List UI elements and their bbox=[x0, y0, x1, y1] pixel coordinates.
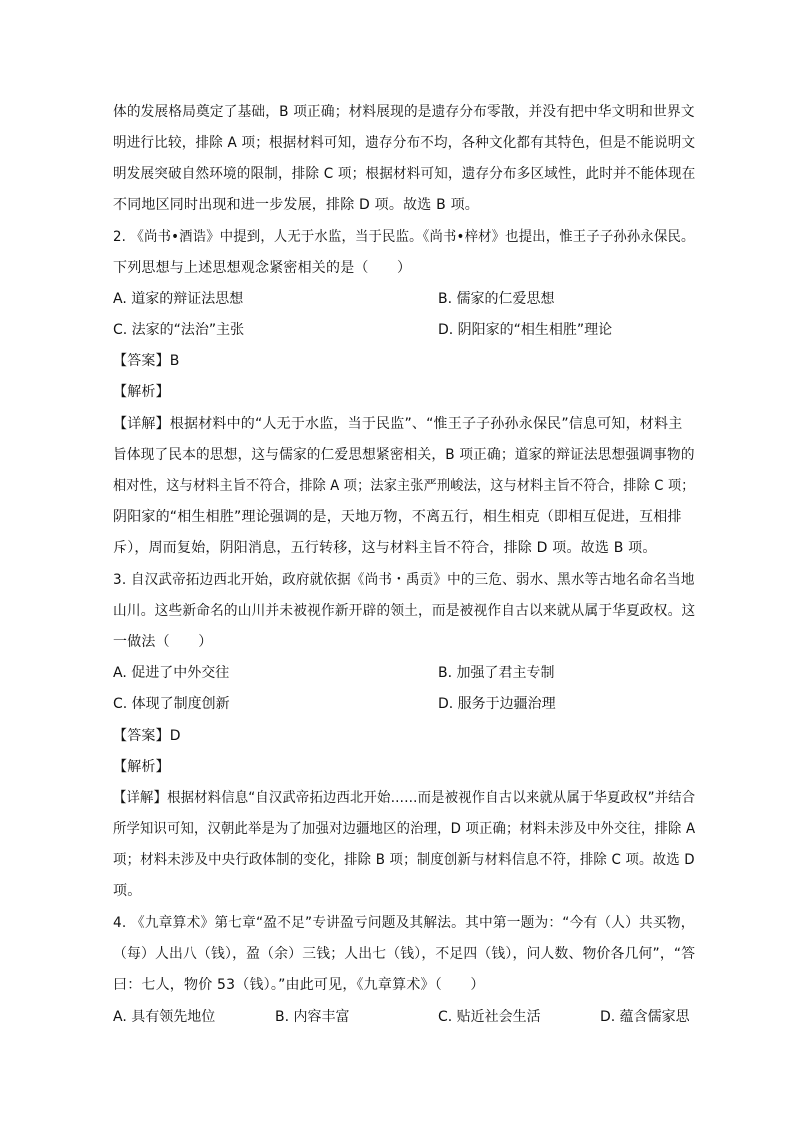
q2-detail-line-4: 阴阳家的“相生相胜”理论强调的是，天地万物，不离五行，相生相克（即相互促进，互相排 bbox=[113, 509, 682, 525]
q2-detail-line-2: 旨体现了民本的思想，这与儒家的仁爱思想紧密相关，B 项正确；道家的辩证法思想强调事物的 bbox=[113, 447, 695, 463]
q3-option-c: C. 体现了制度创新 bbox=[113, 696, 230, 712]
q2-stem-line-2: 下列思想与上述思想观念紧密相关的是（ ） bbox=[113, 260, 412, 276]
q2-option-a: A. 道家的辩证法思想 bbox=[113, 291, 244, 307]
q3-option-d: D. 服务于边疆治理 bbox=[438, 696, 556, 712]
intro-line-2: 明进行比较，排除 A 项；根据材料可知，遗存分布不均，各种文化都有其特色，但是不能说明文 bbox=[113, 135, 696, 151]
intro-line-3: 明发展突破自然环境的限制，排除 C 项；根据材料可知，遗存分布多区域性，此时并不能体现在 bbox=[113, 166, 696, 182]
q3-answer: 【答案】D bbox=[113, 728, 181, 744]
q3-option-b: B. 加强了君主专制 bbox=[438, 665, 555, 681]
q4-stem-line-2: （每）人出八（钱），盈（余）三钱；人出七（钱），不足四（钱），问人数、物价各几何”，“答 bbox=[113, 946, 696, 962]
q3-detail-line-3: 项；材料未涉及中央行政体制的变化，排除 B 项；制度创新与材料信息不符，排除 C 项。故选 D bbox=[113, 852, 695, 868]
q2-option-c: C. 法家的“法治”主张 bbox=[113, 322, 245, 338]
q4-option-a: A. 具有领先地位 bbox=[113, 1009, 216, 1025]
q2-answer: 【答案】B bbox=[113, 353, 180, 369]
q2-option-d: D. 阴阳家的“相生相胜”理论 bbox=[438, 322, 613, 338]
q4-stem-line-3: 曰：七人，物价 53（钱）。”由此可见，《九章算术》（ ） bbox=[113, 977, 485, 993]
q3-stem-line-1: 3. 自汉武帝拓边西北开始，政府就依据《尚书・禹贡》中的三危、弱水、黑水等古地名命名当地 bbox=[113, 572, 695, 588]
intro-line-4: 不同地区同时出现和进一步发展，排除 D 项。故选 B 项。 bbox=[113, 197, 479, 213]
q2-detail-line-3: 相对性，这与材料主旨不符合，排除 A 项；法家主张严刑峻法，这与材料主旨不符合，排除 C 项； bbox=[113, 478, 695, 494]
q2-option-b: B. 儒家的仁爱思想 bbox=[438, 291, 555, 307]
q2-stem-line-1: 2. 《尚书•酒诰》中提到，人无于水监，当于民监。《尚书•梓材》也提出，惟王子子孙孙永保民。 bbox=[113, 229, 695, 245]
q3-detail-line-1: 【详解】根据材料信息“自汉武帝拓边西北开始……而是被视作自古以来就从属于华夏政权”并结合 bbox=[113, 790, 696, 806]
q2-analysis-label: 【解析】 bbox=[113, 384, 170, 400]
q4-option-c: C. 贴近社会生活 bbox=[438, 1009, 541, 1025]
q3-stem-line-2: 山川。这些新命名的山川并未被视作新开辟的领土，而是被视作自古以来就从属于华夏政权。这 bbox=[113, 603, 696, 619]
q3-stem-line-3: 一做法（ ） bbox=[113, 634, 213, 650]
q3-option-a: A. 促进了中外交往 bbox=[113, 665, 230, 681]
q4-stem-line-1: 4. 《九章算术》第七章“盈不足”专讲盈亏问题及其解法。其中第一题为：“今有（人）共买物， bbox=[113, 915, 695, 931]
q3-analysis-label: 【解析】 bbox=[113, 759, 170, 775]
q2-detail-line-1: 【详解】根据材料中的“人无于水监，当于民监”、“惟王子子孙孙永保民”信息可知，材料主 bbox=[113, 416, 683, 432]
q4-option-d: D. 蕴含儒家思 bbox=[600, 1009, 690, 1025]
q4-option-b: B. 内容丰富 bbox=[275, 1009, 350, 1025]
intro-line-1: 体的发展格局奠定了基础，B 项正确；材料展现的是遗存分布零散，并没有把中华文明和世界文 bbox=[113, 104, 695, 120]
q2-detail-line-5: 斥），周而复始，阴阳消息，五行转移，这与材料主旨不符合，排除 D 项。故选 B 项。 bbox=[113, 540, 657, 556]
q3-detail-line-4: 项。 bbox=[113, 883, 142, 899]
q3-detail-line-2: 所学知识可知，汉朝此举是为了加强对边疆地区的治理，D 项正确；材料未涉及中外交往，排除 A bbox=[113, 821, 696, 837]
